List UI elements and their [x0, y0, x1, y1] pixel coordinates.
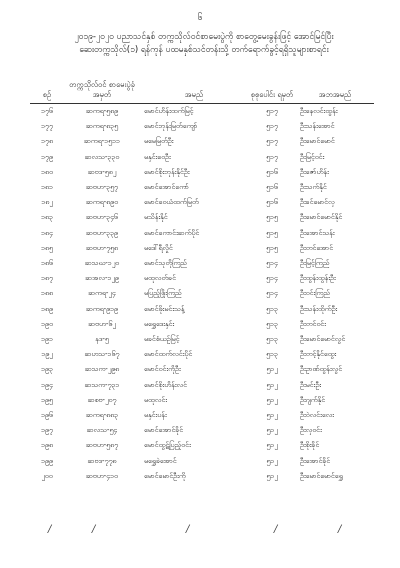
cell-father: ဦးဝင်းကြည်: [300, 289, 331, 298]
cell-total-marks: ၅၁၇: [266, 122, 278, 131]
heading-line-2: ဆေးတက္ကသိုလ်(၁) ရန်ကုန် ပထမနှစ်သင်တန်းသို့ တက်ရောက်ခွင့်ရရှိသူများစာရင်း: [79, 45, 329, 55]
cell-father: ဦးမြင့်ကြည်: [300, 259, 330, 268]
cell-father: ဦးတင်အောင်: [300, 243, 334, 252]
cell-total-marks: ၅၁၄: [266, 289, 278, 298]
cell-serial: ၁၈၀: [41, 167, 53, 176]
cell-total-marks: ၅၁၄: [266, 274, 278, 283]
cell-father: ဦးနေလင်းထွန်း: [300, 107, 338, 115]
cell-serial: ၁၉၉: [41, 456, 53, 465]
cell-name: မောင်မောင်ဦးကို: [144, 471, 186, 480]
cell-exam-roll: ဆကရ-၈၃၅: [85, 122, 119, 131]
table-row: [30, 165, 374, 180]
cell-name: မရွှေခဲအောင်: [144, 456, 177, 465]
cell-serial: ၁၈၁: [41, 183, 53, 192]
cell-father: ဦးမင်းဦး: [300, 380, 321, 389]
table-row: [30, 134, 374, 149]
cell-father: ဦးတင်ဝင်း: [300, 319, 326, 328]
cell-exam-roll: ဆသဃ-၁၂၀: [84, 259, 120, 268]
table-row: [30, 271, 374, 286]
table-row: [30, 362, 374, 377]
table-row: [30, 438, 374, 453]
table-row: [30, 256, 374, 271]
cell-father: ဦးခင်မောင်လှ: [300, 198, 335, 207]
cell-exam-roll: ဆသက-၇၃၁: [84, 380, 120, 389]
table-row: [30, 195, 374, 210]
cell-total-marks: ၅၁၃: [266, 335, 278, 344]
cell-father: ဦးဂျက်နိုင်: [300, 395, 326, 404]
cell-exam-roll: ဆကရ-၂၄: [88, 289, 116, 298]
col-header-serial: စဉ်: [30, 78, 64, 104]
cell-father: ဦးဝဲလင်းလေး: [300, 411, 334, 420]
cell-total-marks: ၅၁၅: [266, 228, 278, 237]
signature-mark: /: [92, 524, 96, 535]
cell-total-marks: ၅၁၂: [266, 471, 278, 480]
cell-total-marks: ၅၁၇: [266, 107, 278, 115]
cell-father: ဦးအောင်သန်း: [300, 228, 335, 237]
cell-serial: ၁၉၆: [41, 411, 53, 420]
cell-serial: ၁၈၈: [41, 289, 53, 298]
col-header-name: အမည်: [140, 78, 248, 104]
cell-serial: ၁၉၁: [41, 335, 53, 344]
cell-total-marks: ၅၁၂: [266, 456, 278, 465]
document-heading: [34, 31, 374, 57]
table-header-row: [30, 78, 374, 104]
cell-total-marks: ၅၁၇: [266, 152, 278, 161]
cell-serial: ၁၇၉: [41, 152, 53, 161]
cell-name: မနှင်းပန်း: [144, 411, 167, 420]
cell-serial: ၁၉၀: [41, 319, 53, 328]
table-row: [30, 180, 374, 195]
cell-name: မောင်ထွဋ်ပြည့်ဝင်း: [144, 441, 191, 450]
table-row: [30, 454, 374, 469]
cell-exam-roll: ဆသက-၂၉၈: [84, 365, 120, 374]
signature-mark: /: [338, 524, 342, 535]
cell-serial: ၁၉၇: [41, 426, 53, 435]
cell-total-marks: ၅၁၂: [266, 365, 278, 374]
cell-serial: ၁၉၂: [41, 350, 53, 359]
col-header-exam-roll: တက္ကသိုလ်ဝင် စာမေးပွဲခုံအမှတ်: [64, 78, 140, 104]
cell-exam-roll: ဆဗဟ-၃၄၆: [86, 213, 118, 222]
cell-total-marks: ၅၁၂: [266, 441, 278, 450]
cell-serial: ၁၈၉: [41, 304, 53, 313]
cell-name: မထုလတ်ခင်: [144, 274, 176, 283]
cell-exam-roll: ဆဗဟ-၇၅၈: [85, 243, 119, 252]
table-row: [30, 347, 374, 362]
cell-total-marks: ၅၁၂: [266, 411, 278, 420]
cell-name: မောင်ကောင်းဆက်ပိုင်: [144, 228, 200, 237]
cell-total-marks: ၅၁၃: [266, 319, 278, 328]
col-header-father: အဘအမည်: [296, 78, 374, 104]
results-table: [30, 78, 374, 484]
table-body: [30, 104, 374, 485]
table-row: [30, 332, 374, 347]
cell-exam-roll: ဆအလ-၁၂၉: [85, 274, 119, 283]
cell-name: မောင်ဖိုးမင်းသန့်: [144, 304, 185, 313]
signature-mark: /: [186, 524, 190, 535]
cell-total-marks: ၅၁၇: [266, 137, 278, 146]
cell-exam-roll: ဆဟသ-၁၆၇: [84, 350, 120, 359]
cell-name: မမေမြတ်ဦး: [144, 137, 174, 146]
cell-exam-roll: ဆဗဟ-၆၂: [88, 319, 116, 328]
cell-exam-roll: ဆဗဟ-၅၈၇: [85, 441, 119, 450]
cell-total-marks: ၅၁၅: [266, 243, 278, 252]
cell-name: မောင်သုတိုကြည်: [144, 259, 187, 268]
cell-exam-roll: ဆကရ-၁၅၁၁: [84, 137, 120, 146]
cell-father: ဦးအောင်ခိုင်: [300, 456, 331, 465]
table-row: [30, 393, 374, 408]
cell-serial: ၁၈၂: [41, 198, 53, 207]
cell-exam-roll: နဒ-၅: [95, 335, 109, 344]
cell-exam-roll: ဆဗဟ-၃၅၇: [86, 183, 118, 192]
cell-name: မထုလင်း: [144, 395, 167, 404]
cell-father: ဦးမောင်မောင်လွင်: [300, 335, 346, 344]
cell-total-marks: ၅၁၄: [266, 259, 278, 268]
cell-name: မောင်စိုးဘုန်းနိုင်ဦး: [144, 167, 190, 176]
heading-line-1: ၂၀၁၉-၂၀၂၀ ပညာသင်နှစ် တက္ကသိုလ်ဝင်စာမေးပွဲကို စာတွေ့မေးခွန်းဖြင့် အောင်မြင်ပြီး: [74, 32, 334, 42]
cell-father: ဦးဇော်ဟိန်း: [300, 167, 329, 176]
cell-father: ဦးသက်နိုင်: [300, 183, 327, 192]
cell-name: မောင်ဝေယံထက်မြတ်: [144, 198, 199, 207]
table-row: [30, 423, 374, 438]
cell-total-marks: ၅၁၃: [266, 350, 278, 359]
cell-father: ဦးသန်းအောင်: [300, 122, 335, 131]
table-row: [30, 469, 374, 484]
cell-name: မောင်စိုးဟိန်းလင်: [144, 380, 187, 389]
cell-serial: ၁၉၅: [41, 395, 53, 404]
cell-name: မောင်ဝင်းကိုဦး: [144, 365, 181, 374]
cell-exam-roll: ဆကရ-၅၈၉: [85, 107, 119, 115]
cell-exam-roll: ဆဗဟ-၃၃၉: [86, 228, 118, 237]
cell-serial: ၁၇၆: [41, 107, 53, 115]
cell-father: ဦးတင့်နိုင်ထွေး: [300, 350, 337, 359]
cell-total-marks: ၅၁၂: [266, 426, 278, 435]
table-row: [30, 241, 374, 256]
cell-exam-roll: ဆလသ-၅၄: [86, 426, 118, 435]
table-row: [30, 378, 374, 393]
cell-serial: ၁၈၇: [41, 274, 53, 283]
cell-name: မောင်အောင်ခိုင်: [144, 426, 184, 435]
cell-father: ဦးဥာဏ်ထွန်းလွင်: [300, 365, 343, 374]
cell-father: ဦးလှဝင်း: [300, 426, 322, 435]
cell-father: ဦးစိုးခိုင်: [300, 441, 320, 450]
table-row: [30, 226, 374, 241]
cell-total-marks: ၅၁၃: [266, 304, 278, 313]
cell-name: မရွှေဒေးနှင်း: [144, 319, 175, 328]
cell-name: မဒေါ်ရီလှိုင်: [144, 243, 173, 252]
signature-mark: /: [274, 524, 278, 535]
cell-serial: ၁၉၃: [41, 365, 53, 374]
table-row: [30, 119, 374, 134]
cell-father: ဦးမောင်မောင်: [300, 137, 335, 146]
cell-serial: ၁၈၆: [41, 259, 53, 268]
cell-total-marks: ၅၁၆: [266, 183, 278, 192]
table-row: [30, 210, 374, 225]
col-header-total-marks: စုစုပေါင်း ရမှတ်: [248, 78, 296, 104]
signature-mark: /: [48, 524, 52, 535]
cell-name: မောင်ထက်လင်းပိုင်: [144, 350, 193, 359]
cell-name: မခင်စံယဉ်မြင့်: [144, 335, 180, 344]
cell-father: ဦးမြင့်ဝင်း: [300, 152, 325, 161]
cell-serial: ၁၉၄: [41, 380, 53, 389]
cell-name: မသိန်းနိုင်: [144, 213, 168, 222]
cell-name: မောင်အောင်ကော်: [144, 183, 189, 192]
cell-serial: ၁၈၄: [41, 228, 53, 237]
cell-exam-roll: ဆစဗ-၂၀၇: [87, 395, 117, 404]
table-row: [30, 317, 374, 332]
cell-exam-roll: ဆကရ-၈၉၀: [85, 198, 119, 207]
cell-name: မောင်ဘုန်းမြတ်ကျော်: [144, 122, 198, 131]
table-row: [30, 150, 374, 165]
cell-name: မနှင်းဝေဦး: [144, 152, 171, 161]
cell-serial: ၁၉၈: [41, 441, 53, 450]
page-number: ၆: [197, 13, 203, 23]
cell-exam-roll: ဆကရ-၉၁၉: [86, 304, 118, 313]
cell-total-marks: ၅၁၆: [266, 167, 278, 176]
cell-serial: ၂၀၀: [41, 471, 53, 480]
cell-name: မောင်ဟိန်းထက်မြင့်: [144, 107, 194, 115]
cell-father: ဦးထွန်းထွန်းဦး: [300, 274, 336, 283]
cell-total-marks: ၅၁၂: [266, 380, 278, 389]
cell-serial: ၁၈၃: [41, 213, 53, 222]
cell-total-marks: ၅၁၂: [266, 395, 278, 404]
cell-exam-roll: ဆကရ-၈၈၃: [85, 411, 119, 420]
signature-row: [30, 524, 374, 554]
cell-serial: ၁၇၇: [41, 122, 53, 131]
table-row: [30, 302, 374, 317]
table-row: [30, 408, 374, 423]
cell-total-marks: ၅၁၅: [266, 213, 278, 222]
table-row: [30, 286, 374, 301]
cell-father: ဦးမောင်မောင်ရွှေ: [300, 471, 343, 480]
table-row: [30, 104, 374, 120]
cell-exam-roll: ဆဗဒ-၅၈၂: [87, 167, 117, 176]
cell-exam-roll: ဆလသ-၃၃၀: [84, 152, 120, 161]
cell-father: ဦးမောင်မောင်နိုင်: [300, 213, 343, 222]
cell-exam-roll: ဆဗဒ-၇၇၈: [87, 456, 117, 465]
cell-name: မပြည့်ဖြိုးကြည်: [144, 289, 182, 298]
cell-father: ဦးသန်းထိုက်ဦး: [300, 304, 338, 313]
cell-serial: ၁၇၈: [41, 137, 53, 146]
cell-total-marks: ၅၁၆: [266, 198, 278, 207]
cell-serial: ၁၈၅: [41, 243, 53, 252]
cell-exam-roll: ဆဗဟ-၄၁၀: [86, 471, 118, 480]
